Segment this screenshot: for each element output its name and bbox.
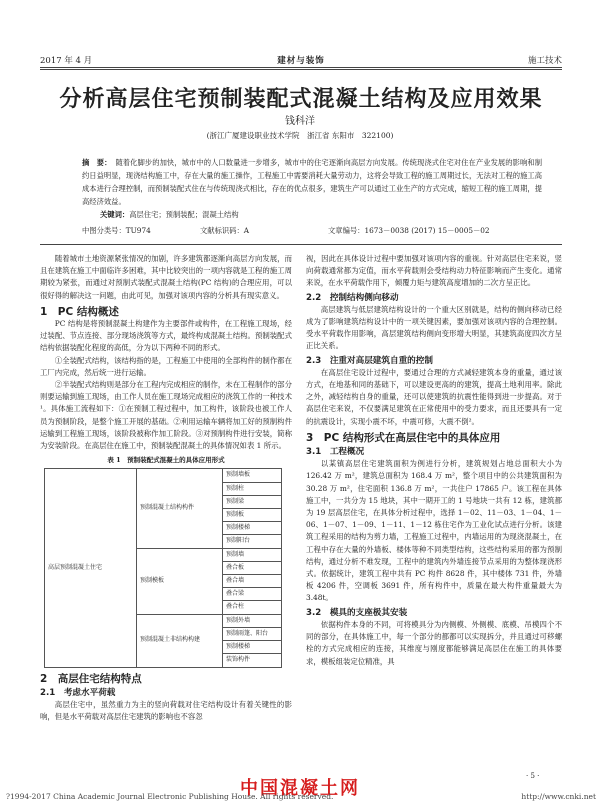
meta-rule bbox=[40, 244, 562, 245]
abstract-text: 随着化脚步的加快，城市中的人口数量进一步增多，城市中的住宅逐渐向高层方向发展。传统现浇式住宅对住在产业发展的影响和制约日益明显，现浇结构施工中，存在大量的施工操作，工程施工中需要消耗大量劳动力，这将会导致工程的施工周期过长，无法对工程的施工高成本进行合理控制，而预制装配式住在与传统现浇式相比，存在的优点很多，建筑生产可以通过工业生产的方式完成，缩短工程的施工周期，提高经济效益。 bbox=[82, 158, 543, 206]
article-title: 分析高层住宅预制装配式混凝土结构及应用效果 bbox=[59, 87, 543, 112]
section-3-1-paragraph: 以某镇高层住宅建筑面积为例进行分析，建筑规划占地总面积大小为 126.42 万 m²，建筑总面积为 168.4 万 m²，整个项目中的公共建筑面积为 30.28 万 m²，住宅面积 136.8 万 m²，一共住户 17865 户。该工程在具体施工中，一共分为 15 地块，其中一期开工的 1 号地块一共有 12 栋，建筑都为 19 层高层住宅，在具体分析过程中，选择 1－02、11－03、1－04、1－06、1－07、1－09、1－11、1－12 栋住宅作为工业化试点进行分析。该建筑工程采用的结构为剪力墙，工程施工过程中，内墙运用的为现浇混凝土，在工程中存在大量的外墙板、楼体等种不同类型结构，这些结构采用的都为预制结构，通过分析不难发现，工程中的建筑内外墙连接节点采用的为整体现浇形式。依据统计，建筑工程中共有 PC 构件 8628 件，其中楼体 731 件，外墙板 4206 件，空调板 3691 件，所有构件中，质量在最大构件重量最大为 3.48t。 bbox=[306, 459, 562, 603]
section-1-paragraph-3: ②半装配式结构则是部分在工程内完成相应的制作，未在工程制作的部分则要运输到施工现场，由工作人员在施工现场完成相应的浇筑工作的一种技术¹。具体施工流程如下：①在预制工程过程中，加工构件，该阶段也被工作人员为预制阶段，是整个施工开展的基础。②利用运输车辆将加工好的预制构件运输到工程施工现场，该阶段被称作加工阶段。③对预制构件进行安装，简称为安装阶段。在高层住在施工中，预制装配混凝土的具体情况如表 1 所示。 bbox=[40, 380, 292, 451]
affiliation: (浙江广厦建设职业技术学院 浙江省 东阳市 322100) bbox=[206, 131, 394, 140]
table-item-cell: 叠合板 bbox=[223, 561, 282, 574]
section-3-2-paragraph: 依据构件本身的不同，可将模具分为内侧模、外侧模、底模、吊模四个不同的部分，在具体施工中，每一个部分的都都可以实现拆分，并且通过可移螺栓的方式完成相应的连接，其维度与刚度都能够满足高层住在施工的具体要求，模板组装定位精准，具 bbox=[306, 619, 562, 666]
clc-number: 中图分类号：TU974 bbox=[82, 226, 151, 235]
table-item-cell: 预制墙 bbox=[223, 548, 282, 561]
section-1-paragraph-2: ①全装配式结构，该结构指的是，工程施工中使用的全部构件的制作都在工厂内完成，然后统一进行运输。 bbox=[40, 355, 292, 377]
watermark-banner: 中国混凝土网 bbox=[240, 778, 360, 799]
table-item-cell: 预制墙板 bbox=[223, 469, 282, 482]
table-item-cell: 叠合梁 bbox=[223, 588, 282, 601]
table-item-cell: 预制阳台 bbox=[223, 535, 282, 548]
table-item-cell: 叠合柱 bbox=[223, 601, 282, 614]
section-3-heading: 3 PC 结构形式在高层住宅中的具体应用 bbox=[306, 431, 501, 444]
section-3-2-heading: 3.2 模具的支座极其安装 bbox=[306, 607, 408, 618]
table-item-cell: 预制楼梯 bbox=[223, 522, 282, 535]
table-item-cell: 装饰构件 bbox=[223, 654, 282, 667]
section-1-paragraph-1: PC 结构是将预制混凝土构建作为主要部件或构件，在工程施工现场，经过装配、节点连接、部分现场浇筑等方式，最终构成混凝土结构。预制装配式结构依据装配化程度的高低，分为以下两种不同的形式。 bbox=[40, 319, 292, 353]
table-item-cell: 预制梁 bbox=[223, 495, 282, 508]
table-item-cell: 预制外墙 bbox=[223, 614, 282, 627]
table-caption: 表 1 预制装配式混凝土的具体应用形式 bbox=[107, 456, 225, 465]
table-root-cell: 高层预制混凝土住宅 bbox=[45, 469, 137, 667]
header-rule-2 bbox=[40, 69, 562, 70]
table-item-cell: 预制板 bbox=[223, 509, 282, 522]
table-row bbox=[45, 469, 282, 482]
table-group-cell: 预制模板 bbox=[137, 548, 223, 614]
table-item-cell: 预制楼梯 bbox=[223, 641, 282, 654]
right-column bbox=[306, 253, 562, 668]
doc-code: 文献标识码：A bbox=[200, 226, 250, 235]
table-item-cell: 叠合墙 bbox=[223, 575, 282, 588]
author: 钱科洋 bbox=[285, 116, 315, 127]
page-number: · 5 · bbox=[526, 772, 540, 780]
section-2-2-paragraph: 高层建筑与低层建筑结构设计的一个重大区别就是，结构的侧向移动已经成为了影响建筑结构设计中的一项关键因素，要加强对该项内容的合理控制。受水平荷载作用影响，高层建筑结构侧向变形增大明显，其建筑高度四次方呈正比关系。 bbox=[306, 304, 562, 351]
application-table bbox=[44, 468, 282, 667]
article-id: 文章编号：1673－0038 (2017) 15－0005－02 bbox=[328, 226, 490, 235]
section-2-3-paragraph: 在高层住宅设计过程中，要通过合理的方式减轻建筑本身的重量，通过该方式，在地基和同的基础下，可以建设更高的的建筑，提高土地利用率。除此之外，减轻结构自身的重量，还可以使建筑的抗震性能得到进一步提高。对于高层住宅来说，不仅要满足建筑在正常使用中的受力要求，而且还要具有一定的抗震设计，实现小震不坏，中震可修，大震不倒²。 bbox=[306, 367, 562, 426]
journal-name: 建材与装饰 bbox=[277, 56, 325, 66]
table-item-cell: 预制柱 bbox=[223, 482, 282, 495]
copyright-text: ?1994-2017 China Academic Journal Electronic Publishing House. All rights reserved. bbox=[6, 792, 334, 801]
source-url[interactable]: http://www.cnki.net bbox=[521, 792, 596, 801]
section-2-heading: 2 高层住宅结构特点 bbox=[40, 672, 142, 685]
intro-paragraph: 随着城市土地资源紧张情况的加剧，许多建筑都逐渐向高层方向发展，而且在建筑在施工中面临许多困难，其中比较突出的一项内容就是工程的施工周期较为紧张，而通过对预制式装配式混凝土结构(PC 结构)的合理应用，可以很好得的解决这一问题，由此可见，加强对该项内容的分析具有现实意义。 bbox=[40, 254, 292, 300]
abstract bbox=[82, 156, 542, 208]
section-2-2-heading: 2.2 控制结构侧向移动 bbox=[306, 292, 399, 303]
running-header bbox=[40, 54, 562, 66]
continued-paragraph: 视，因此在具体设计过程中要加强对该项内容的重视。针对高层住宅来说，竖向荷载通常都为定值，而水平荷载则会受结构动力特征影响而产生变化。通常来说，在水平荷载作用下，倾覆力矩与建筑高度增加的二次方呈正比。 bbox=[306, 254, 562, 288]
section-1-heading: 1 PC 结构概述 bbox=[40, 305, 119, 318]
keywords bbox=[100, 210, 239, 220]
section-2-1-paragraph: 高层住宅中，虽然重力为主的竖向荷载对住宅结构设计有着关键性的影响，但是水平荷载对高层住宅建筑的影响也不容忽 bbox=[40, 699, 292, 722]
section-name: 施工技术 bbox=[527, 56, 562, 66]
table-group-cell: 预制混凝土非结构构建 bbox=[137, 614, 223, 667]
header-rule bbox=[40, 67, 562, 68]
table-group-cell: 预制混凝土结构构件 bbox=[137, 469, 223, 548]
abstract-label: 摘 要： bbox=[82, 158, 112, 167]
keywords-text: 高层住宅；预制装配；混凝土结构 bbox=[129, 210, 239, 219]
section-3-1-heading: 3.1 工程概况 bbox=[306, 447, 365, 458]
section-2-1-heading: 2.1 考虑水平荷载 bbox=[40, 687, 116, 698]
left-column bbox=[40, 253, 292, 723]
section-2-3-heading: 2.3 注重对高层建筑自重的控制 bbox=[306, 355, 433, 366]
keywords-label: 关键词： bbox=[100, 210, 130, 219]
issue-date: 2017 年 4 月 bbox=[40, 56, 93, 66]
table-item-cell: 预制雨篷、阳台 bbox=[223, 627, 282, 640]
